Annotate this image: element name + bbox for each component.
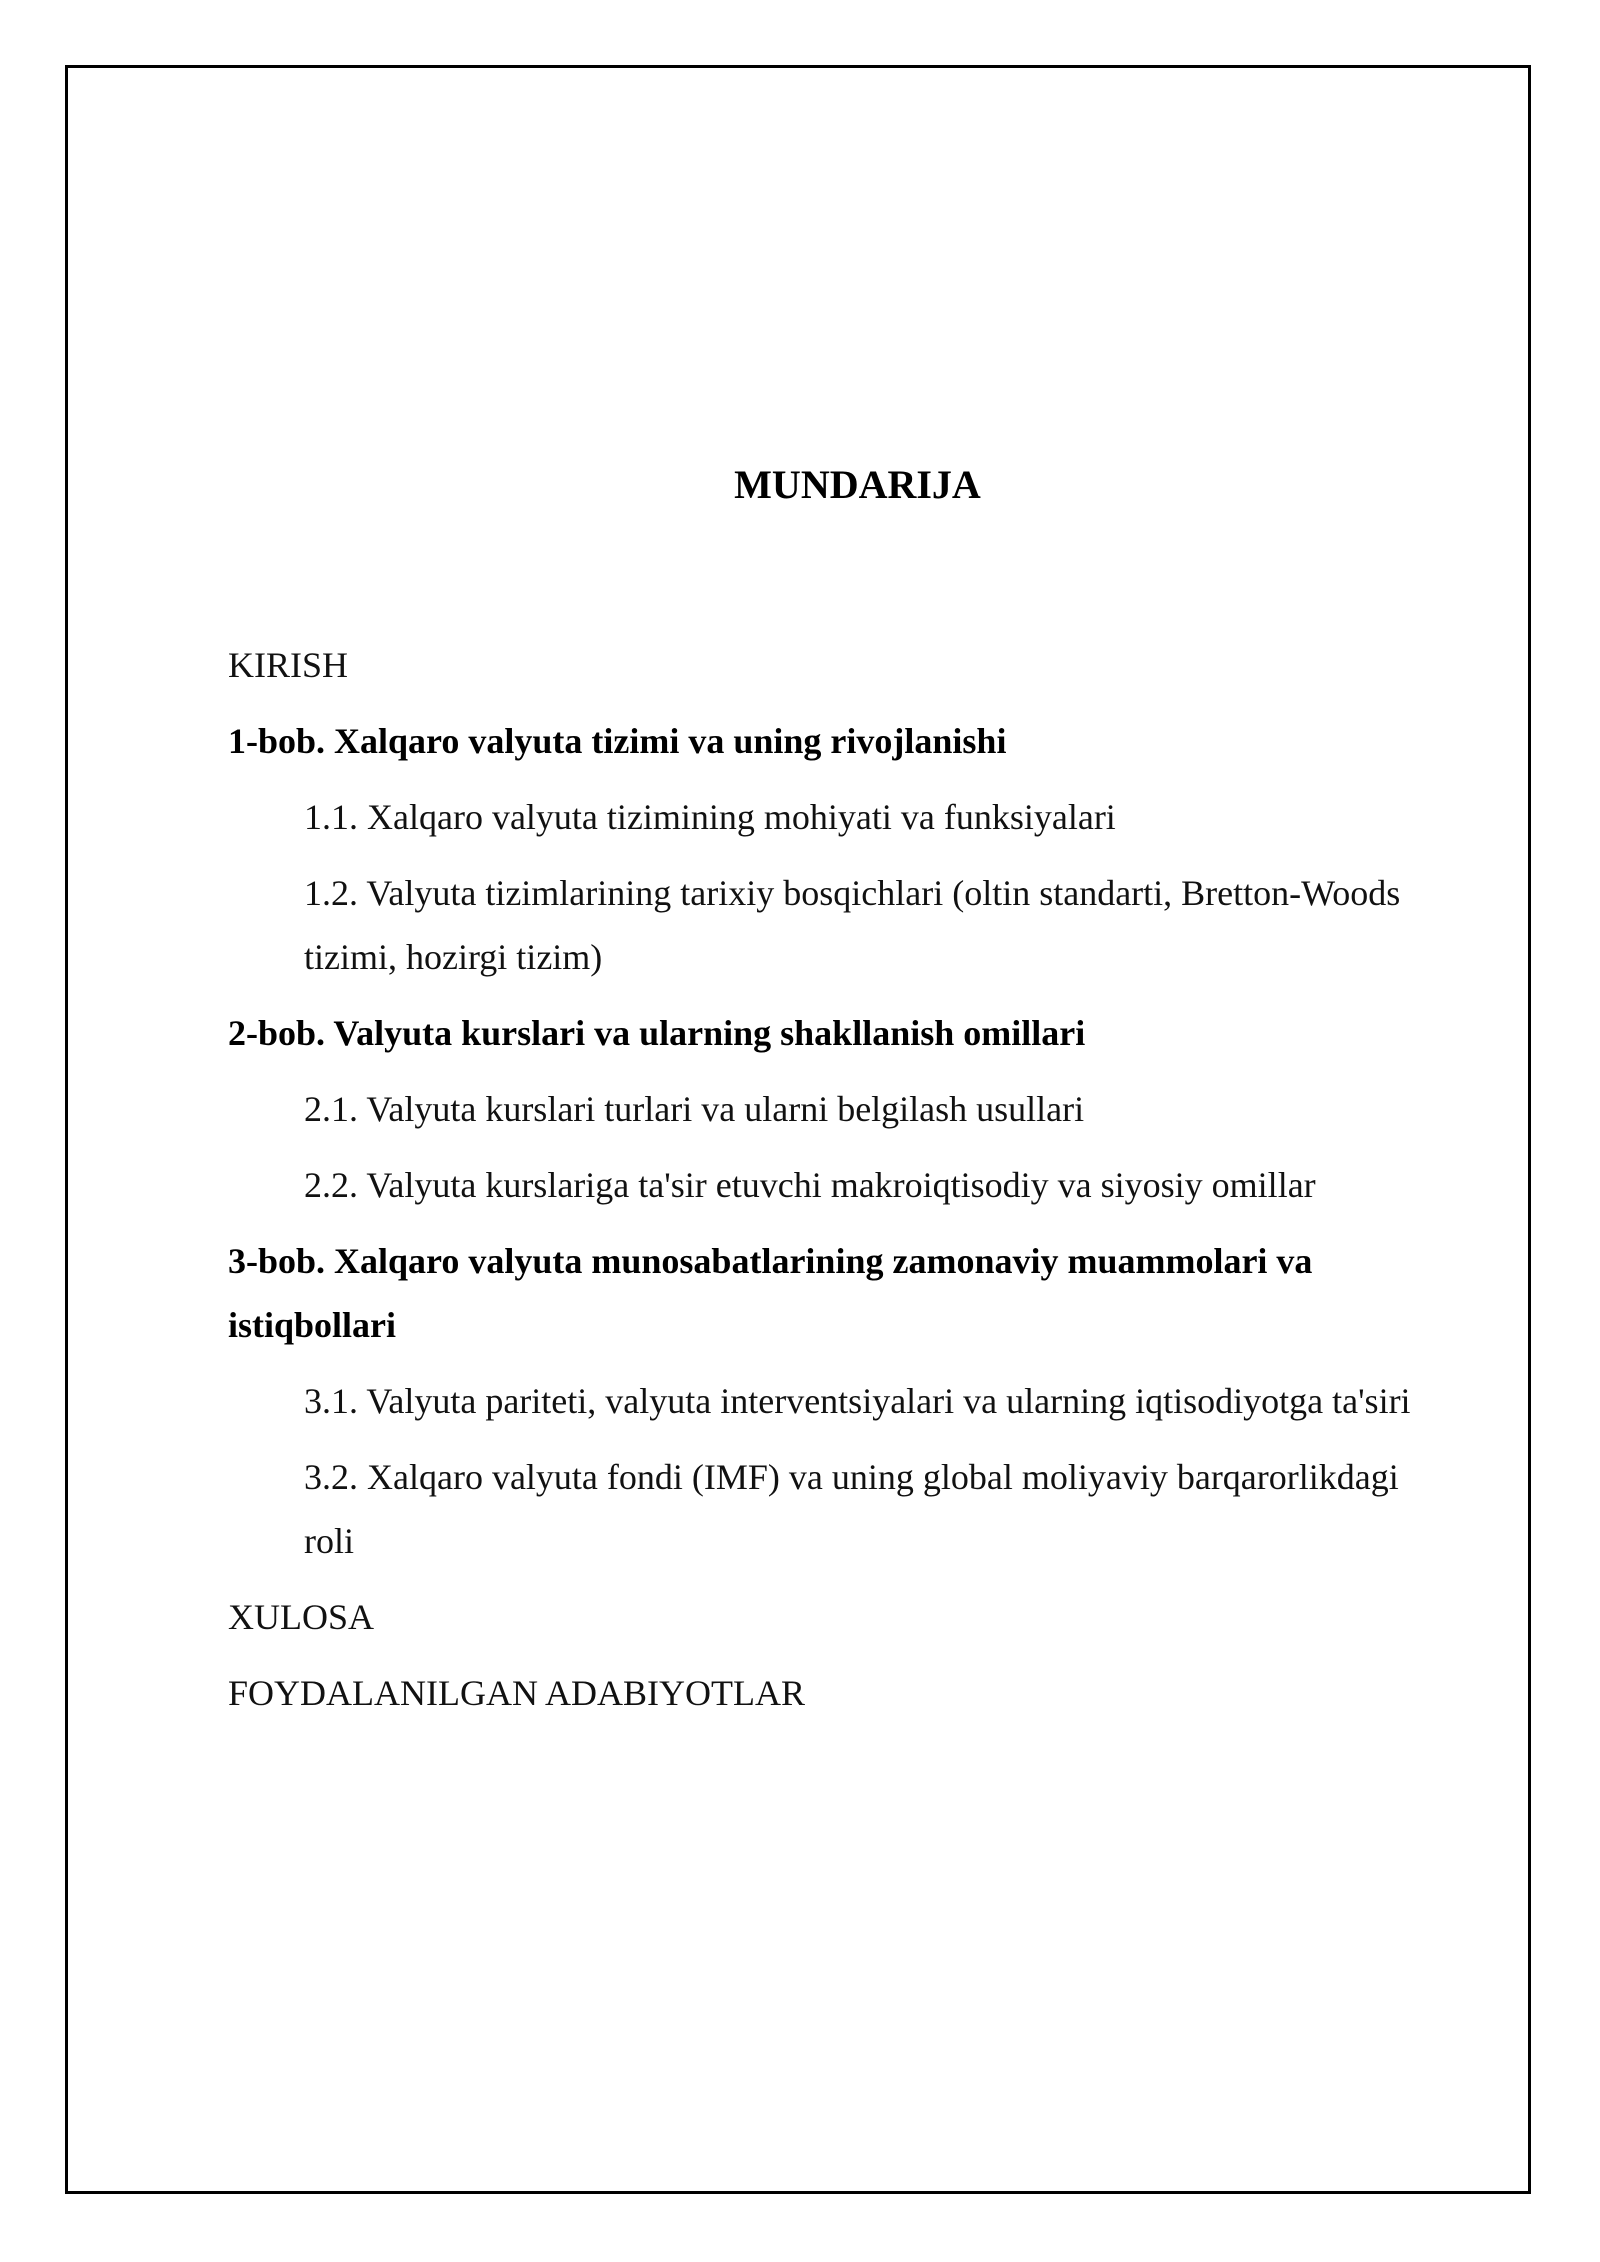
toc-section-1-2-line-1: 1.2. Valyuta tizimlarining tarixiy bosqichlari (oltin standarti, Bretton-Woods [304,873,1401,913]
toc-chapter-3-line-2: istiqbollari [228,1305,397,1345]
page-title: MUNDARIJA [734,462,981,507]
toc-chapter-2: 2-bob. Valyuta kurslari va ularning shakllanish omillari [228,1013,1086,1053]
toc-entry-adabiyotlar: FOYDALANILGAN ADABIYOTLAR [228,1673,805,1713]
toc-chapter-3-line-1: 3-bob. Xalqaro valyuta munosabatlarining zamonaviy muammolari va [228,1241,1313,1281]
toc-section-3-2-line-1: 3.2. Xalqaro valyuta fondi (IMF) va uning global moliyaviy barqarorlikdagi [304,1457,1399,1497]
toc-section-2-1: 2.1. Valyuta kurslari turlari va ularni belgilash usullari [304,1089,1085,1129]
toc-entry-kirish: KIRISH [228,645,349,685]
toc-section-3-2-line-2: roli [304,1521,354,1561]
toc-chapter-1: 1-bob. Xalqaro valyuta tizimi va uning rivojlanishi [228,721,1007,761]
toc-section-1-2-line-2: tizimi, hozirgi tizim) [304,937,603,977]
toc-section-2-2: 2.2. Valyuta kurslariga ta'sir etuvchi makroiqtisodiy va siyosiy omillar [304,1165,1316,1205]
toc-section-1-1: 1.1. Xalqaro valyuta tizimining mohiyati va funksiyalari [304,797,1116,837]
toc-section-3-1: 3.1. Valyuta pariteti, valyuta interventsiyalari va ularning iqtisodiyotga ta'siri [304,1381,1411,1421]
toc-entry-xulosa: XULOSA [228,1597,375,1637]
